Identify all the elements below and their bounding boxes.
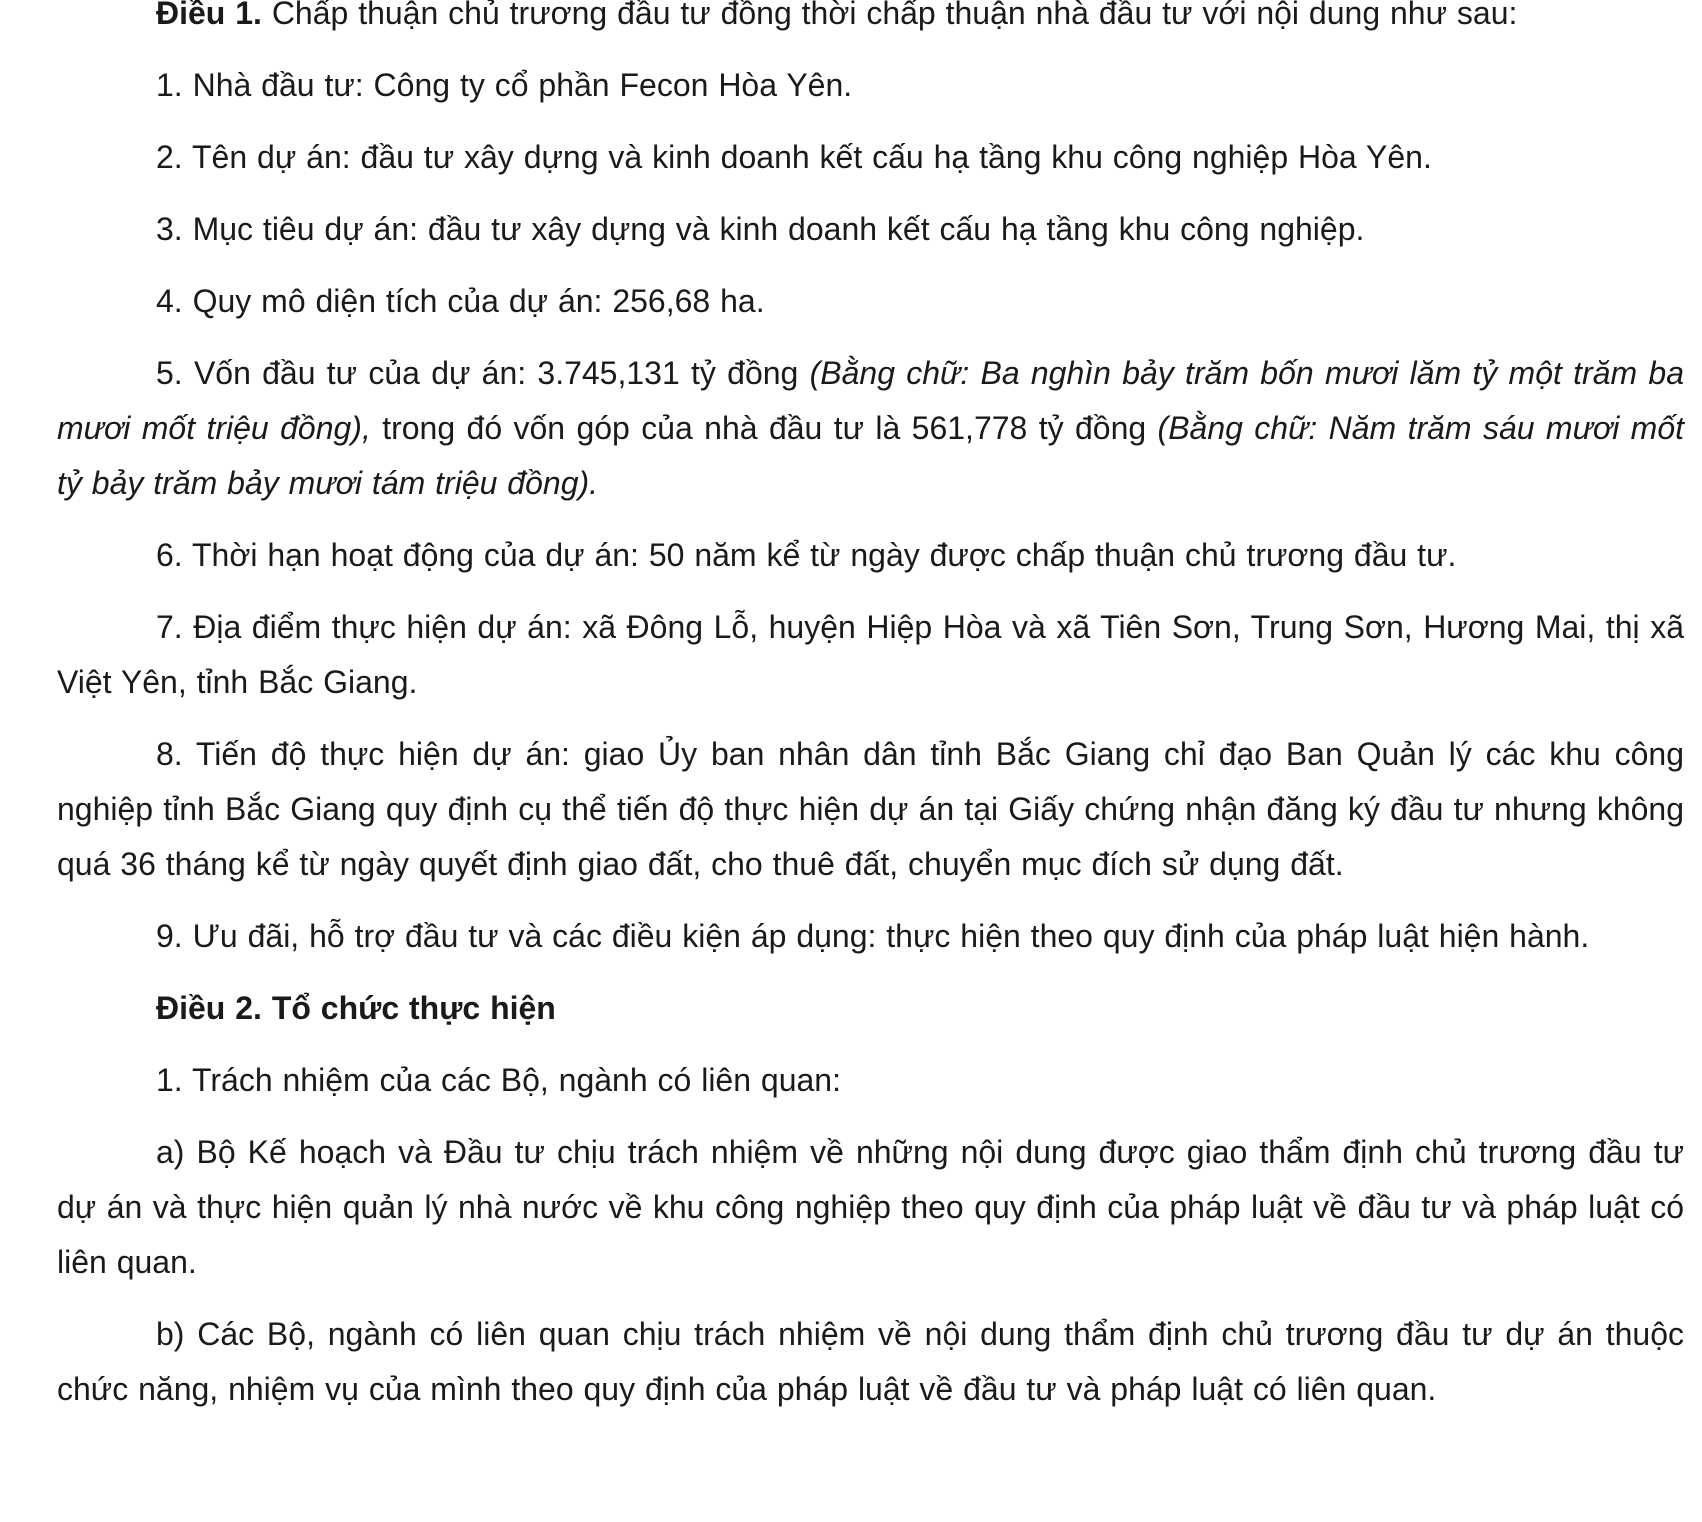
paragraph <box>57 274 1684 329</box>
paragraph <box>57 909 1684 964</box>
text-run: a) Bộ Kế hoạch và Đầu tư chịu trách nhiệm về những nội dung được giao thẩm định chủ trương đầu tư dự án và thực hiện quản lý nhà nước về khu công nghiệp theo quy định của pháp luật về đầu tư và pháp luật có liên quan. <box>57 1134 1684 1280</box>
paragraph <box>57 600 1684 710</box>
text-run: 9. Ưu đãi, hỗ trợ đầu tư và các điều kiện áp dụng: thực hiện theo quy định của pháp luật hiện hành. <box>156 918 1590 954</box>
text-run: 1. Nhà đầu tư: Công ty cổ phần Fecon Hòa Yên. <box>156 67 853 103</box>
paragraph <box>57 528 1684 583</box>
text-run: 6. Thời hạn hoạt động của dự án: 50 năm kể từ ngày được chấp thuận chủ trương đầu tư. <box>156 537 1457 573</box>
text-run: (Bằng chữ: Năm trăm sáu mươi mốt tỷ bảy trăm bảy mươi tám triệu đồng). <box>57 410 1685 501</box>
text-run: Điều 2. Tổ chức thực hiện <box>156 990 556 1026</box>
text-run: 2. Tên dự án: đầu tư xây dựng và kinh doanh kết cấu hạ tầng khu công nghiệp Hòa Yên. <box>156 139 1432 175</box>
paragraph <box>57 981 1684 1036</box>
paragraph <box>57 727 1684 892</box>
text-run: Điều 1. <box>156 0 262 31</box>
text-run: 8. Tiến độ thực hiện dự án: giao Ủy ban nhân dân tỉnh Bắc Giang chỉ đạo Ban Quản lý các khu công nghiệp tỉnh Bắc Giang quy định cụ thể tiến độ thực hiện dự án tại Giấy chứng nhận đăng ký đầu tư nhưng không quá 36 tháng kể từ ngày quyết định giao đất, cho thuê đất, chuyển mục đích sử dụng đất. <box>57 736 1684 882</box>
paragraph <box>57 1125 1684 1290</box>
text-run: (Bằng chữ: Ba nghìn bảy trăm bốn mươi lăm tỷ một trăm ba mươi mốt triệu đồng), <box>57 355 1685 446</box>
text-run: 1. Trách nhiệm của các Bộ, ngành có liên quan: <box>156 1062 841 1098</box>
paragraph <box>57 130 1684 185</box>
text-run: trong đó vốn góp của nhà đầu tư là 561,778 tỷ đồng <box>370 410 1158 446</box>
paragraph <box>57 202 1684 257</box>
text-run: 7. Địa điểm thực hiện dự án: xã Đông Lỗ, huyện Hiệp Hòa và xã Tiên Sơn, Trung Sơn, Hương Mai, thị xã Việt Yên, tỉnh Bắc Giang. <box>57 609 1684 700</box>
text-run: 4. Quy mô diện tích của dự án: 256,68 ha. <box>156 283 765 319</box>
paragraph <box>57 1053 1684 1108</box>
text-run: b) Các Bộ, ngành có liên quan chịu trách nhiệm về nội dung thẩm định chủ trương đầu tư dự án thuộc chức năng, nhiệm vụ của mình theo quy định của pháp luật về đầu tư và pháp luật có liên quan. <box>57 1316 1684 1407</box>
paragraph <box>57 58 1684 113</box>
text-run: 3. Mục tiêu dự án: đầu tư xây dựng và kinh doanh kết cấu hạ tầng khu công nghiệp. <box>156 211 1365 247</box>
paragraph <box>57 1307 1684 1417</box>
text-run: Chấp thuận chủ trương đầu tư đồng thời chấp thuận nhà đầu tư với nội dung như sau: <box>261 0 1518 31</box>
paragraph <box>57 346 1684 511</box>
text-run: 5. Vốn đầu tư của dự án: 3.745,131 tỷ đồng <box>156 355 810 391</box>
paragraph <box>57 0 1684 41</box>
